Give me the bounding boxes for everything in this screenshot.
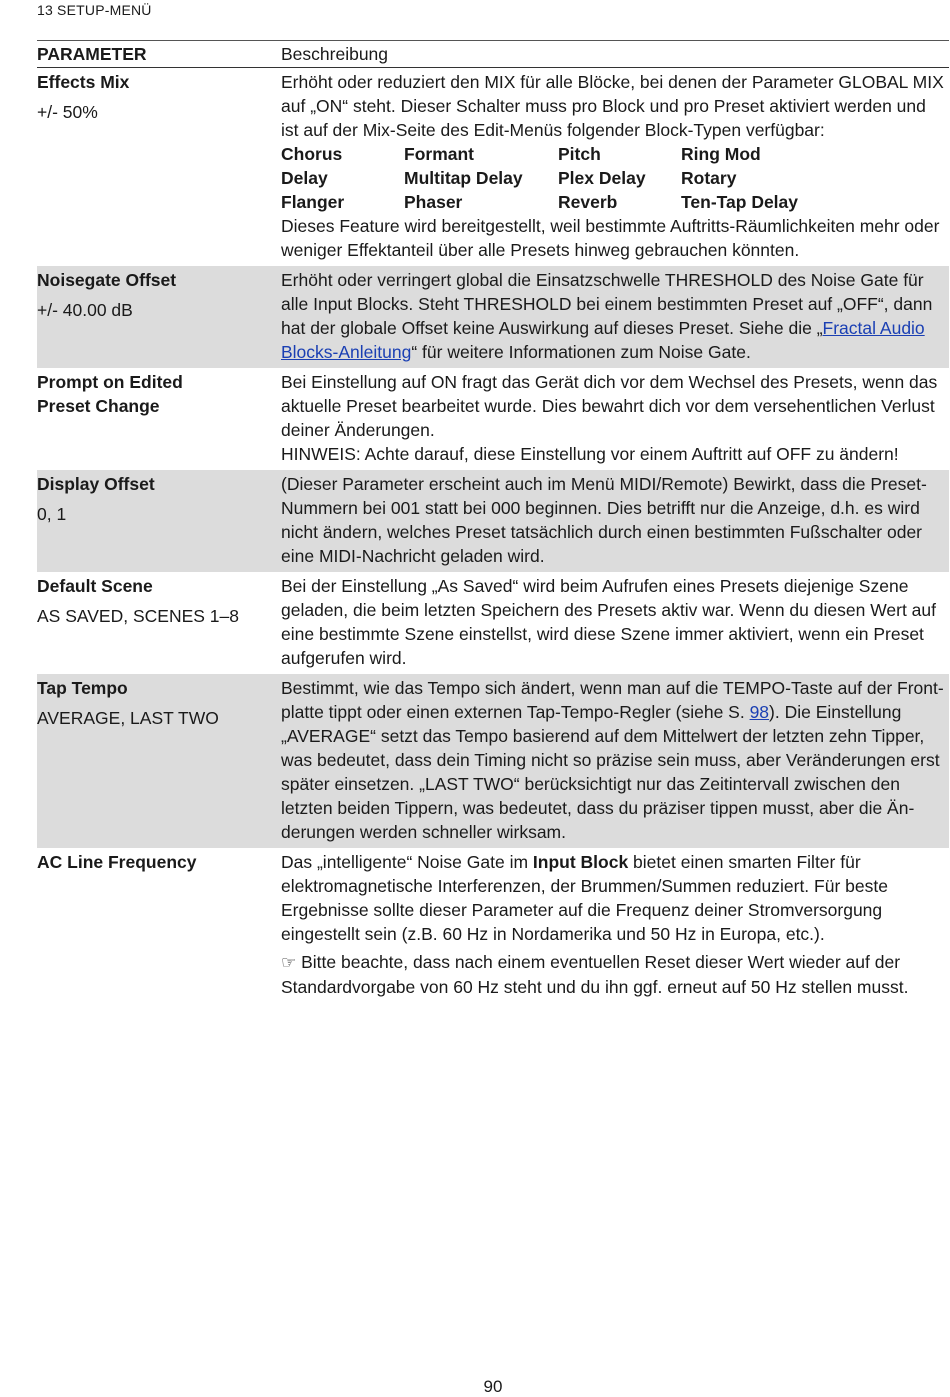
block-type: Flanger — [281, 192, 345, 212]
param-title: Tap Tempo — [37, 678, 128, 698]
param-description — [281, 676, 949, 844]
block-type: Rotary — [681, 168, 737, 188]
param-title: Display Offset — [37, 474, 155, 494]
table-row-default-scene — [37, 572, 949, 674]
description-text: “ für weitere Informationen zum Noise Gate. — [411, 342, 751, 362]
table-row-display-offset — [37, 470, 949, 572]
description-text: Bestimmt, wie das Tempo sich ändert, wenn man auf die TEMPO-Taste auf der Front-platte tippt oder einen externen Tap-Tempo-Regler (siehe S. — [281, 678, 944, 722]
table-row-prompt-on-edited — [37, 368, 949, 470]
table-row-noisegate-offset — [37, 266, 949, 368]
blocks-guide-link[interactable]: Fractal Audio Blocks-Anleitung — [281, 318, 925, 362]
param-note: HINWEIS: Achte darauf, diese Einstellung vor einem Auftritt auf OFF zu ändern! — [281, 444, 899, 464]
description-bold: Input Block — [532, 852, 629, 872]
page-reference-link[interactable]: 98 — [749, 702, 770, 722]
block-type: Phaser — [404, 192, 463, 212]
block-type: Ten-Tap Delay — [681, 192, 799, 212]
param-description: Bei der Einstellung „As Saved“ wird beim Aufrufen eines Presets diejenige Szene geladen, die beim letzten Speichern des Presets aktiv war. Wenn du diesen Wert auf eine bestimmte Szene einstellst, wird diese Szene immer aktiviert, wenn ein Preset aufgerufen wird. — [281, 576, 937, 668]
table-row-effects-mix — [37, 68, 949, 266]
table-header-row — [37, 40, 949, 68]
table-row-tap-tempo — [37, 674, 949, 848]
note-text: Bitte beachte, dass nach einem eventuellen Reset dieser Wert wieder auf der Standardvorgabe von 60 Hz steht und du ihn ggf. erneut auf 50 Hz stellen musst. — [281, 952, 909, 997]
param-description — [281, 850, 945, 946]
param-note — [281, 950, 945, 999]
param-range: +/- 40.00 dB — [37, 300, 133, 320]
table-row-ac-line-frequency — [37, 848, 949, 1003]
block-type: Plex Delay — [558, 168, 646, 188]
description-text: ). Die Einstellung „AVERAGE“ setzt das Tempo basierend auf dem Mittelwert der letzten zehn Tipper, was bedeutet, dass dein Timing nicht so präzise sein muss, aber Veränderungen erst später einsetzen. „LAST TWO“ berücksichtigt nur das Zeitintervall zwischen den letzten beiden Tippern, was bedeutet, dass du präziser tippen musst, aber die Än-derungen werden schneller wirksam. — [281, 702, 940, 842]
param-title: Noisegate Offset — [37, 270, 177, 290]
block-type: Ring Mod — [681, 144, 761, 164]
block-type: Chorus — [281, 144, 343, 164]
param-title: AC Line Frequency — [37, 852, 197, 872]
param-range: +/- 50% — [37, 102, 98, 122]
param-title: Default Scene — [37, 576, 153, 596]
param-description — [281, 268, 949, 364]
param-range: 0, 1 — [37, 504, 67, 524]
description-text: bietet einen smarten Filter für elektromagnetische Interferenzen, der Brummen/Summen reduziert. Für beste Ergebnisse sollte dieser Parameter auf die Frequenz deiner Stromversorgung eingestellt sein (z.B. 60 Hz in Nordamerika und 50 Hz in Europa, etc.). — [281, 852, 888, 944]
running-header: 13 SETUP-MENÜ — [37, 2, 152, 18]
block-type-grid — [281, 142, 945, 214]
param-range: AS SAVED, SCENES 1–8 — [37, 606, 239, 626]
param-description-extra: Dieses Feature wird bereitgestellt, weil bestimmte Auftritts-Räumlichkeiten mehr oder weniger Effektanteil über alle Presets hinweg gebrauchen könnten. — [281, 216, 940, 260]
param-title-line1: Prompt on Edited — [37, 372, 183, 392]
param-title-line2: Preset Change — [37, 396, 160, 416]
description-text: Erhöht oder verringert global die Einsatzschwelle THRESHOLD des Noise Gate für alle Input Blocks. Steht THRESHOLD bei einem bestimmten Preset auf „OFF“, dann hat der globale Offset keine Auswirkung auf dieses Preset. Siehe die „ — [281, 270, 933, 338]
param-title: Effects Mix — [37, 72, 130, 92]
parameter-table — [37, 40, 949, 1003]
pointing-hand-icon: ☞ — [281, 953, 297, 972]
block-type: Delay — [281, 168, 328, 188]
block-type: Reverb — [558, 192, 618, 212]
block-type: Formant — [404, 144, 474, 164]
param-range: AVERAGE, LAST TWO — [37, 708, 219, 728]
block-type: Pitch — [558, 144, 601, 164]
col-header-description: Beschreibung — [281, 44, 389, 64]
page-number: 90 — [483, 1377, 503, 1396]
block-type: Multitap Delay — [404, 168, 523, 188]
param-description: Erhöht oder reduziert den MIX für alle Blöcke, bei denen der Parameter GLOBAL MIX auf „ON“ steht. Dieser Schalter muss pro Block und pro Preset aktiviert werden und ist auf der Mix-Seite des Edit-Menüs folgender Block-Typen verfügbar: — [281, 72, 944, 140]
description-text: Das „intelligente“ Noise Gate im — [281, 852, 533, 872]
col-header-parameter: PARAMETER — [37, 44, 147, 64]
param-description: Bei Einstellung auf ON fragt das Gerät dich vor dem Wechsel des Presets, wenn das aktuelle Preset bearbeitet wurde. Dies bewahrt dich vor dem versehentlichen Verlust deiner Änderungen. — [281, 372, 938, 440]
param-description: (Dieser Parameter erscheint auch im Menü MIDI/Remote) Bewirkt, dass die Preset-Nummern bei 001 statt bei 000 beginnen. Dies betrifft nur die Anzeige, d.h. es wird nicht ändern, welches Preset tatsächlich durch einen bestimmten Fußschalter oder eine MIDI-Nachricht geladen wird. — [281, 474, 927, 566]
